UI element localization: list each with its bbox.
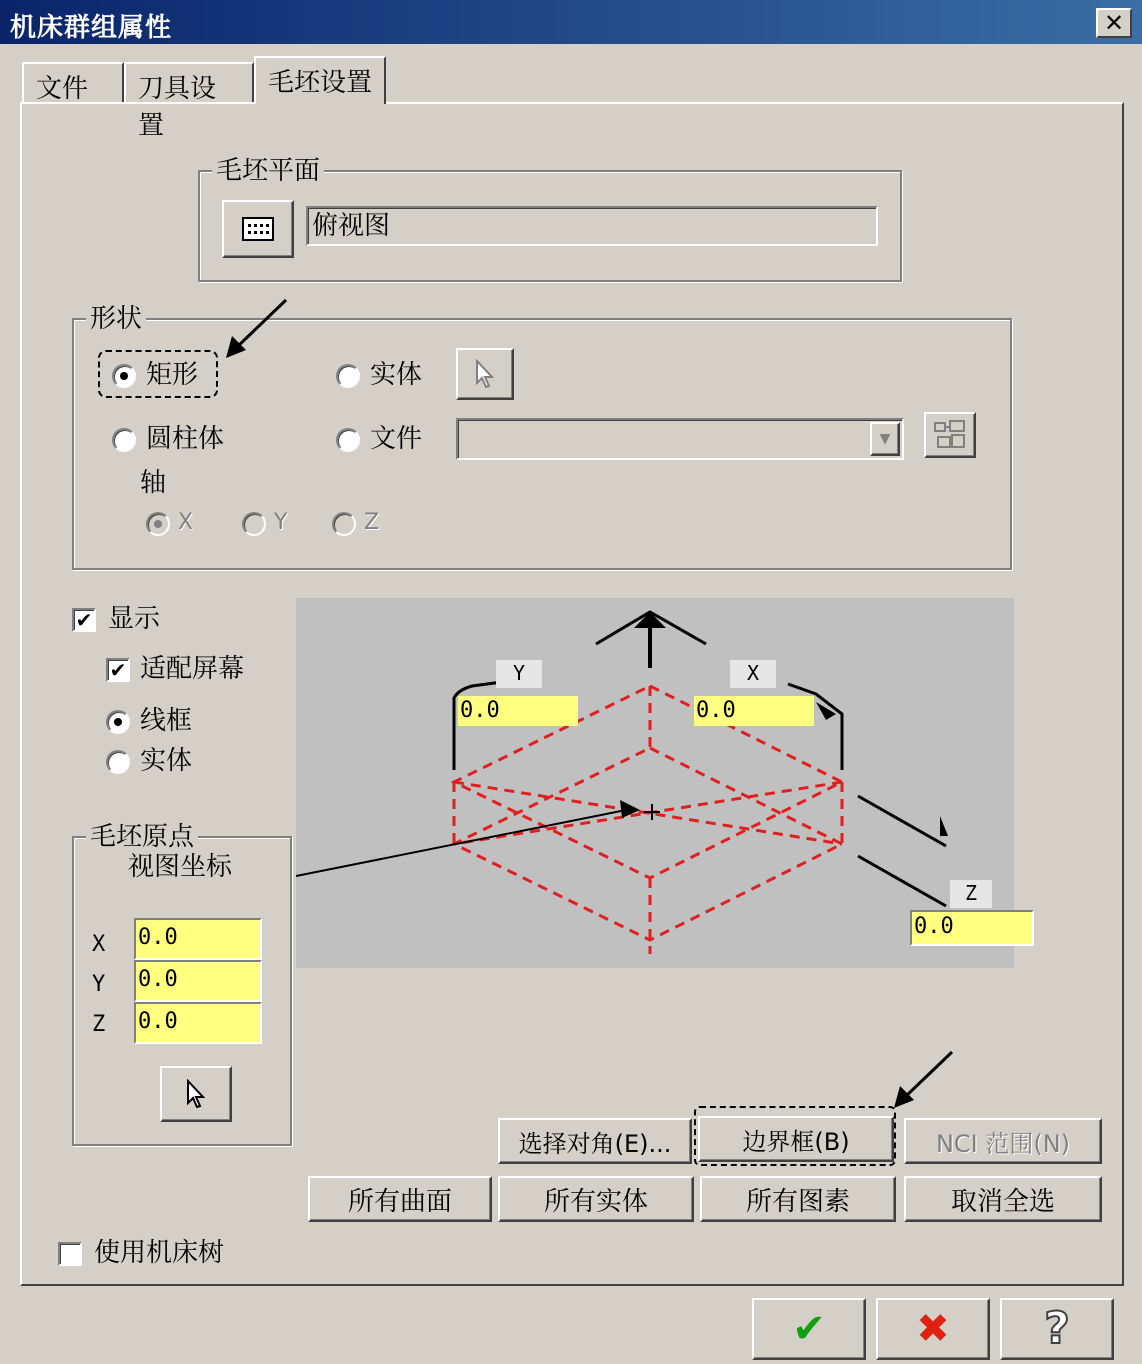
radio-solid-label: 实体 [370, 360, 423, 390]
select-corners-button[interactable]: 选择对角(E)... [498, 1118, 692, 1164]
chevron-down-icon: ▼ [879, 431, 891, 447]
use-machine-tree-label: 使用机床树 [94, 1238, 225, 1268]
preview-x-input[interactable]: 0.0 [694, 696, 814, 726]
origin-z-label: Z [92, 1012, 106, 1037]
preview-y-tag: Y [496, 660, 542, 688]
radio-axis-y-label: Y [274, 510, 288, 535]
x-icon: ✖ [916, 1306, 950, 1352]
stock-plane-group-label: 毛坯平面 [212, 156, 324, 186]
cancel-button[interactable] [876, 1298, 990, 1360]
radio-rectangle-label: 矩形 [146, 360, 199, 390]
wireframe-label: 线框 [140, 706, 193, 736]
origin-y-label: Y [92, 972, 106, 997]
plane-name-field[interactable]: 俯视图 [306, 206, 878, 246]
display-solid-label: 实体 [140, 746, 193, 776]
checkmark-icon: ✔ [109, 658, 127, 682]
help-button[interactable] [1000, 1298, 1114, 1360]
close-icon: ✕ [1103, 9, 1125, 37]
preview-x-tag: X [730, 660, 776, 688]
preview-z-tag: Z [950, 880, 992, 908]
stock-origin-group-label: 毛坯原点 [86, 822, 198, 852]
all-surfaces-button[interactable]: 所有曲面 [308, 1176, 492, 1222]
use-machine-tree-checkbox[interactable] [58, 1242, 82, 1266]
fit-screen-label: 适配屏幕 [140, 654, 245, 684]
radio-cylinder-label: 圆柱体 [146, 424, 225, 454]
origin-y-input[interactable]: 0.0 [134, 960, 262, 1002]
question-icon: ? [1044, 1303, 1070, 1354]
bounding-box-button[interactable]: 边界框(B) [698, 1116, 894, 1162]
radio-file-label: 文件 [370, 424, 423, 454]
tab-stock-setup[interactable]: 毛坯设置 [254, 56, 386, 104]
check-icon: ✔ [792, 1306, 826, 1352]
view-coordinates-label: 视图坐标 [128, 852, 233, 882]
origin-z-input[interactable]: 0.0 [134, 1002, 262, 1044]
preview-z-input[interactable]: 0.0 [910, 910, 1034, 946]
axis-label: 轴 [140, 468, 167, 498]
ok-button[interactable] [752, 1298, 866, 1360]
all-entities-button[interactable]: 所有图素 [700, 1176, 896, 1222]
tab-file[interactable]: 文件 [22, 62, 124, 102]
preview-y-input[interactable]: 0.0 [458, 696, 578, 726]
all-solids-button[interactable]: 所有实体 [498, 1176, 694, 1222]
display-label: 显示 [108, 604, 161, 634]
deselect-all-button[interactable]: 取消全选 [904, 1176, 1102, 1222]
origin-x-label: X [92, 932, 106, 957]
checkmark-icon: ✔ [75, 608, 93, 632]
nci-range-button[interactable]: NCI 范围(N) [904, 1118, 1102, 1164]
window-title: 机床群组属性 [10, 13, 173, 43]
shape-group-label: 形状 [86, 304, 146, 334]
tab-tool-settings[interactable]: 刀具设置 [124, 62, 254, 102]
radio-axis-z-label: Z [364, 510, 380, 535]
origin-x-input[interactable]: 0.0 [134, 918, 262, 960]
radio-axis-x-label: X [178, 510, 194, 535]
